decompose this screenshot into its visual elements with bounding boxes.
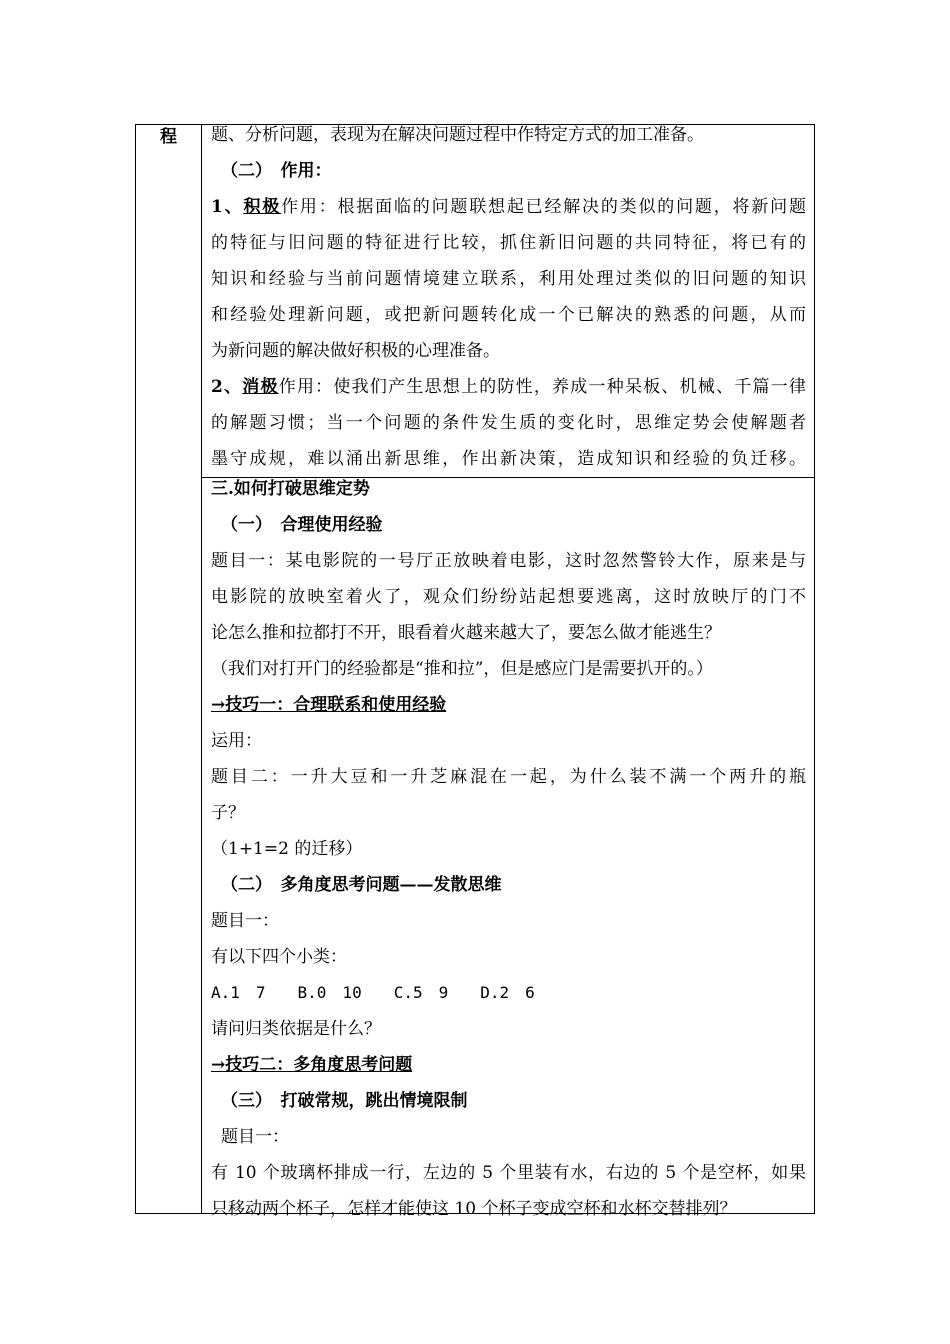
column-divider: [201, 125, 202, 1213]
paragraph: （1+1=2 的迁移）: [211, 839, 363, 859]
paragraph: 只移动两个杯子，怎样才能使这 10 个杯子变成空杯和水杯交替排列？: [211, 1199, 737, 1219]
tip-line: [211, 687, 806, 723]
paragraph: 的解题习惯；当一个问题的条件发生质的变化时，思维定势会使解题者: [211, 413, 806, 433]
subsection-heading: （一） 合理使用经验: [221, 515, 383, 535]
subsection-heading: （二） 多角度思考问题——发散思维: [221, 875, 502, 895]
positive-line: [211, 189, 806, 225]
paragraph: 题目一：: [221, 1127, 289, 1147]
paragraph: 题目二：一升大豆和一升芝麻混在一起，为什么装不满一个两升的瓶: [211, 767, 806, 787]
negative-text: 作用：使我们产生思想上的防性，养成一种呆板、机械、千篇一律: [278, 377, 806, 397]
paragraph: 题目一：: [211, 911, 279, 931]
tip-line: [211, 1047, 806, 1083]
paragraph: 论怎么推和拉都打不开，眼看着火越来越大了，要怎么做才能逃生？: [211, 623, 721, 643]
section-heading: （二） 作用：: [221, 161, 332, 181]
paragraph: （我们对打开门的经验都是“推和拉”，但是感应门是需要扒开的。）: [211, 659, 713, 679]
paragraph: 和经验处理新问题，或把新问题转化成一个已解决的熟悉的问题，从而: [211, 305, 806, 325]
negative-line: [211, 369, 806, 405]
paragraph: 有 10 个玻璃杯排成一行，左边的 5 个里装有水，右边的 5 个是空杯，如果: [211, 1163, 806, 1183]
paragraph: 电影院的放映室着火了，观众们纷纷站起想要逃离，这时放映厅的门不: [211, 587, 806, 607]
paragraph: 题、分析问题，表现为在解决问题过程中作特定方式的加工准备。: [211, 125, 704, 145]
paragraph: 墨守成规，难以涌出新思维，作出新决策，造成知识和经验的负迁移。: [211, 449, 806, 469]
paragraph: 子？: [211, 803, 245, 823]
row-label: 程: [160, 127, 177, 147]
role-section: [211, 117, 806, 477]
paragraph: 有以下四个小类：: [211, 947, 347, 967]
options-line: A.1 7 B.0 10 C.5 9 D.2 6: [211, 983, 535, 1002]
content-table: [135, 124, 815, 1219]
paragraph: 题目一：某电影院的一号厅正放映着电影，这时忽然警铃大作，原来是与: [211, 551, 806, 571]
section-title: 三.如何打破思维定势: [211, 479, 370, 499]
paragraph: 请问归类依据是什么？: [211, 1019, 381, 1039]
positive-number: 1、: [211, 197, 244, 217]
tip-text: →技巧一：合理联系和使用经验: [211, 695, 447, 715]
tip-text: →技巧二：多角度思考问题: [211, 1055, 413, 1075]
paragraph: 的特征与旧问题的特征进行比较，抓住新旧问题的共同特征，将已有的: [211, 233, 806, 253]
paragraph: 运用：: [211, 731, 262, 751]
paragraph: 知识和经验与当前问题情境建立联系，利用处理过类似的旧问题的知识: [211, 269, 806, 289]
negative-keyword: 消极: [242, 377, 279, 397]
breaking-section: [211, 471, 806, 1227]
subsection-heading: （三） 打破常规，跳出情境限制: [221, 1091, 468, 1111]
positive-text: 作用：根据面临的问题联想起已经解决的类似的问题，将新问题: [281, 197, 806, 217]
negative-number: 2、: [211, 377, 243, 397]
paragraph: 为新问题的解决做好积极的心理准备。: [211, 341, 500, 361]
positive-keyword: 积极: [243, 197, 282, 217]
